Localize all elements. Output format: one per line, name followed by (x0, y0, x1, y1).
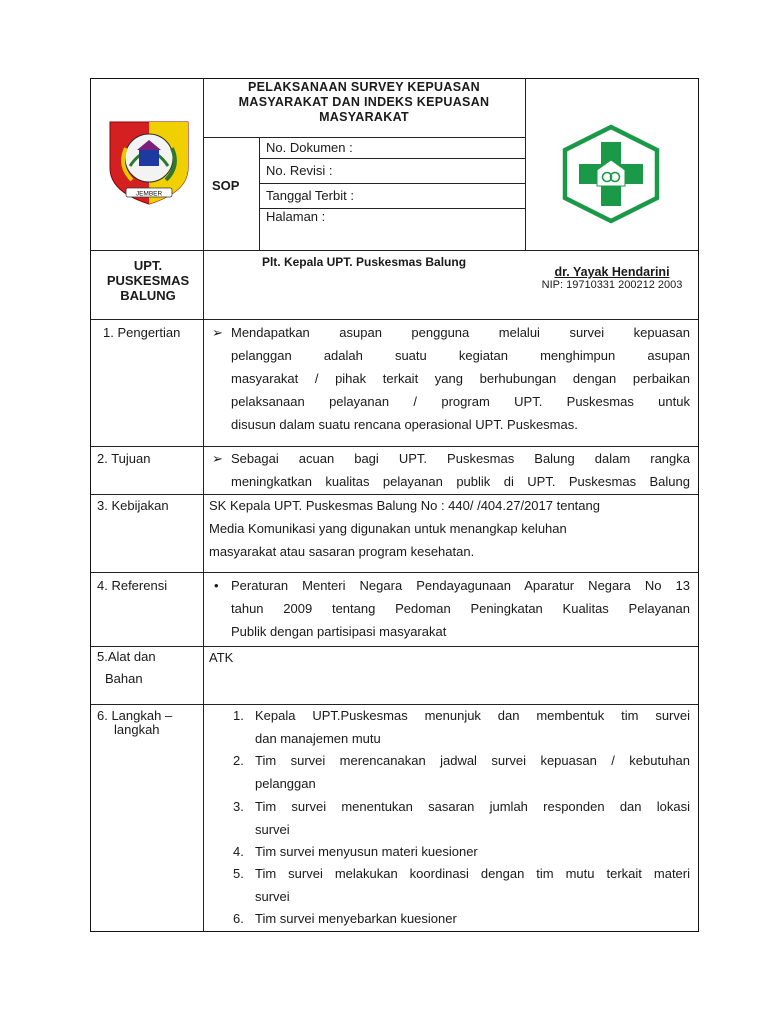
step-number: 5. (233, 866, 244, 881)
border-bottom (90, 931, 699, 932)
step-number: 1. (233, 708, 244, 723)
jember-emblem-logo (104, 118, 194, 206)
border-row-5 (90, 646, 699, 647)
border-col-2 (525, 78, 526, 250)
referensi-label: 4. Referensi (97, 578, 168, 593)
step-3-line-1: Tim survei menentukan sasaran jumlah responden dan lokasi (255, 799, 690, 814)
emblem-text: JEMBER (135, 190, 163, 198)
signatory-title: Plt. Kepala UPT. Puskesmas Balung (261, 255, 467, 269)
border-row-4 (90, 572, 699, 573)
border-meta-1 (259, 158, 525, 159)
unit-line-3: BALUNG (120, 288, 176, 303)
tanggal-terbit-label: Tanggal Terbit : (266, 188, 354, 203)
border-right (698, 78, 699, 932)
step-2-line-1: Tim survei merencanakan jadwal survei kepuasan / kebutuhan (255, 753, 690, 768)
referensi-line-1: Peraturan Menteri Negara Pendayagunaan Aparatur Negara No 13 (231, 578, 690, 593)
unit-line-1: UPT. (133, 258, 163, 273)
kebijakan-line-1: SK Kepala UPT. Puskesmas Balung No : 440/ /404.27/2017 tentang (209, 498, 600, 513)
tujuan-label: 2. Tujuan (97, 451, 151, 466)
no-dokumen-label: No. Dokumen : (266, 140, 353, 155)
langkah-label-1: 6. Langkah – (97, 708, 173, 723)
kebijakan-line-2: Media Komunikasi yang digunakan untuk menangkap keluhan (209, 521, 567, 536)
tujuan-line-2: meningkatkan kualitas pelayanan publik di UPT. Puskesmas Balung (231, 474, 690, 489)
kebijakan-line-3: masyarakat atau sasaran program kesehatan. (209, 544, 475, 559)
unit-name (96, 258, 200, 303)
puskesmas-logo (559, 124, 663, 224)
step-number: 2. (233, 753, 244, 768)
border-row-1 (90, 319, 699, 320)
document-title: PELAKSANAAN SURVEY KEPUASAN MASYARAKAT DAN INDEKS KEPUASAN MASYARAKAT (238, 80, 490, 124)
step-number: 6. (233, 911, 244, 926)
border-left (90, 78, 91, 932)
tujuan-line-1: Sebagai acuan bagi UPT. Puskesmas Balung dalam rangka (231, 451, 690, 466)
border-header-bottom (90, 250, 699, 251)
alat-label-2: Bahan (105, 671, 143, 686)
arrow-bullet-icon: ➢ (212, 325, 223, 340)
step-3-line-2: survei (255, 822, 290, 837)
step-number: 3. (233, 799, 244, 814)
step-6-line-1: Tim survei menyebarkan kuesioner (255, 911, 457, 926)
langkah-label-2: langkah (114, 722, 160, 737)
step-1-line-1: Kepala UPT.Puskesmas menunjuk dan membentuk tim survei (255, 708, 690, 723)
bullet-icon: • (214, 578, 219, 593)
border-top (90, 78, 699, 79)
sop-label: SOP (212, 178, 240, 193)
arrow-bullet-icon: ➢ (212, 451, 223, 466)
border-meta-2 (259, 183, 525, 184)
step-4-line-1: Tim survei menyusun materi kuesioner (255, 844, 478, 859)
step-5-line-1: Tim survei melakukan koordinasi dengan tim mutu terkait materi (255, 866, 690, 881)
halaman-label: Halaman : (266, 209, 326, 224)
referensi-line-2: tahun 2009 tentang Pedoman Peningkatan Kualitas Pelayanan (231, 601, 690, 616)
border-meta-col (259, 137, 260, 250)
pengertian-line-2: pelanggan adalah suatu kegiatan menghimpun asupan (231, 348, 690, 363)
pengertian-line-5: disusun dalam suatu rencana operasional UPT. Puskesmas. (231, 417, 578, 432)
pengertian-line-3: masyarakat / pihak terkait yang berhubungan dengan perbaikan (231, 371, 690, 386)
alat-value: ATK (209, 650, 234, 665)
unit-line-2: PUSKESMAS (106, 273, 190, 288)
step-5-line-2: survei (255, 889, 290, 904)
step-number: 4. (233, 844, 244, 859)
no-revisi-label: No. Revisi : (266, 163, 333, 178)
pengertian-label: 1. Pengertian (103, 325, 181, 340)
step-1-line-2: dan manajemen mutu (255, 731, 381, 746)
kebijakan-label: 3. Kebijakan (97, 498, 169, 513)
pengertian-line-4: pelaksanaan pelayanan / program UPT. Puskesmas untuk (231, 394, 690, 409)
pengertian-line-1: Mendapatkan asupan pengguna melalui survei kepuasan (231, 325, 690, 340)
border-col-1 (203, 78, 204, 932)
step-2-line-2: pelanggan (255, 776, 316, 791)
referensi-line-3: Publik dengan partisipasi masyarakat (231, 624, 447, 639)
signatory-nip: NIP: 19710331 200212 2003 (541, 279, 683, 291)
signatory-name: dr. Yayak Hendarini (554, 265, 670, 279)
border-title-bottom (203, 137, 525, 138)
alat-label-1: 5.Alat dan (97, 649, 156, 664)
